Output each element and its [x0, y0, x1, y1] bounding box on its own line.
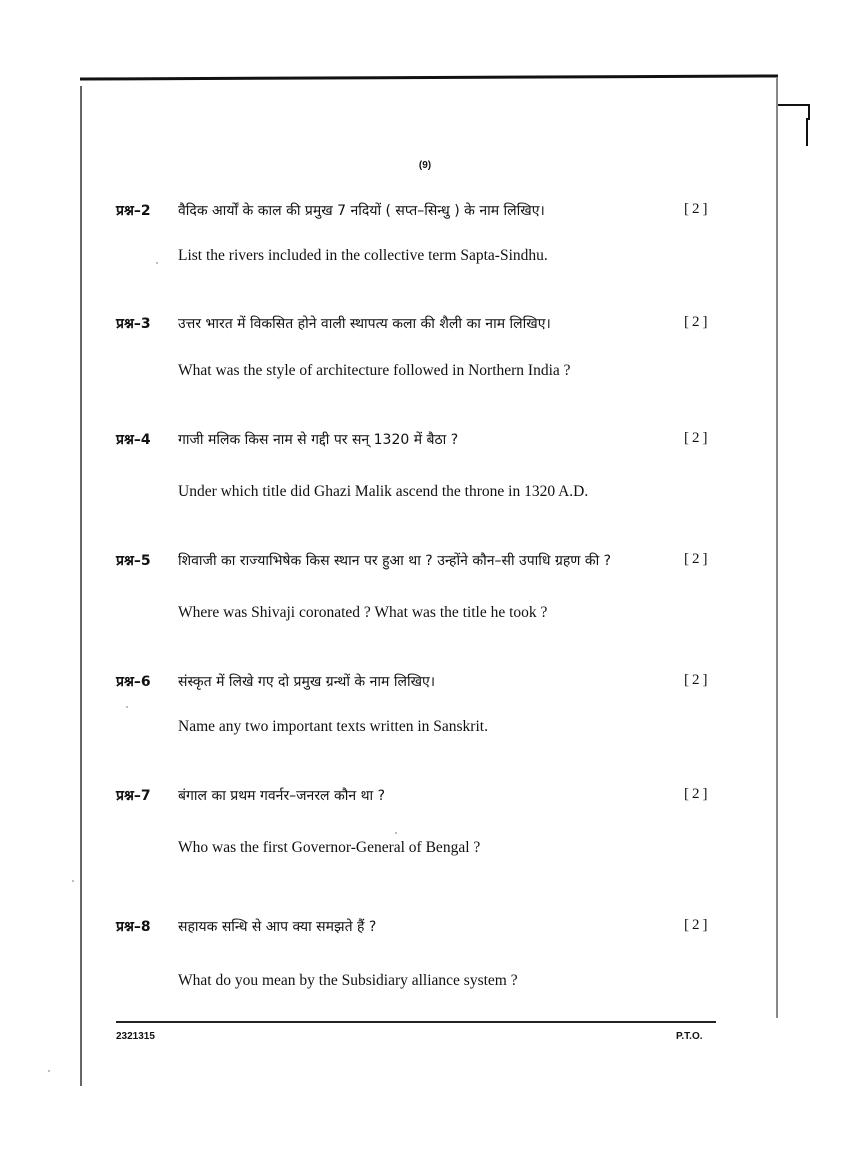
question-hindi: गाजी मलिक किस नाम से गद्दी पर सन् 1320 में बैठा ?: [178, 432, 459, 448]
question-label: प्रश्न–4: [116, 432, 151, 448]
question-label: प्रश्न–3: [116, 316, 151, 332]
pto-label: P.T.O.: [676, 1031, 703, 1042]
question-marks: [2]: [684, 201, 711, 217]
question-english: List the rivers included in the collective term Sapta-Sindhu.: [178, 247, 548, 264]
question-label: प्रश्न–5: [116, 553, 151, 569]
question-english: Who was the first Governor-General of Bengal ?: [178, 839, 481, 856]
paper-code: 2321315: [116, 1031, 155, 1042]
footer-rule: [116, 1021, 716, 1023]
question-marks: [2]: [684, 314, 711, 330]
question-hindi: शिवाजी का राज्याभिषेक किस स्थान पर हुआ था ? उन्होंने कौन–सी उपाधि ग्रहण की ?: [178, 553, 612, 569]
question-marks: [2]: [684, 786, 711, 802]
scan-border-top: [80, 74, 778, 80]
question-english: Where was Shivaji coronated ? What was the title he took ?: [178, 604, 548, 621]
question-hindi: बंगाल का प्रथम गवर्नर–जनरल कौन था ?: [178, 788, 386, 804]
scan-speck: [395, 832, 397, 834]
question-english: Name any two important texts written in Sanskrit.: [178, 718, 488, 735]
scan-corner-mark-2: [806, 118, 808, 146]
scan-border-left: [80, 86, 82, 1086]
scan-speck: [48, 1070, 50, 1072]
scan-speck: [156, 262, 158, 264]
question-english: Under which title did Ghazi Malik ascend the throne in 1320 A.D.: [178, 483, 589, 500]
question-hindi: सहायक सन्धि से आप क्या समझते हैं ?: [178, 919, 377, 935]
question-marks: [2]: [684, 551, 711, 567]
page-number: (9): [418, 160, 432, 171]
question-english: What do you mean by the Subsidiary alliance system ?: [178, 972, 518, 989]
question-hindi: संस्कृत में लिखे गए दो प्रमुख ग्रन्थों के नाम लिखिए।: [178, 674, 436, 690]
question-marks: [2]: [684, 672, 711, 688]
question-label: प्रश्न–7: [116, 788, 151, 804]
scan-speck: [72, 880, 74, 882]
question-hindi: वैदिक आर्यों के काल की प्रमुख 7 नदियों ( सप्त–सिन्धु ) के नाम लिखिए।: [178, 203, 545, 219]
question-marks: [2]: [684, 917, 711, 933]
question-label: प्रश्न–8: [116, 919, 151, 935]
scan-border-right: [776, 78, 778, 1018]
scan-speck: [126, 706, 128, 708]
question-label: प्रश्न–2: [116, 203, 151, 219]
question-english: What was the style of architecture followed in Northern India ?: [178, 362, 571, 379]
question-marks: [2]: [684, 430, 711, 446]
question-label: प्रश्न–6: [116, 674, 151, 690]
question-hindi: उत्तर भारत में विकसित होने वाली स्थापत्य कला की शैली का नाम लिखिए।: [178, 316, 551, 332]
